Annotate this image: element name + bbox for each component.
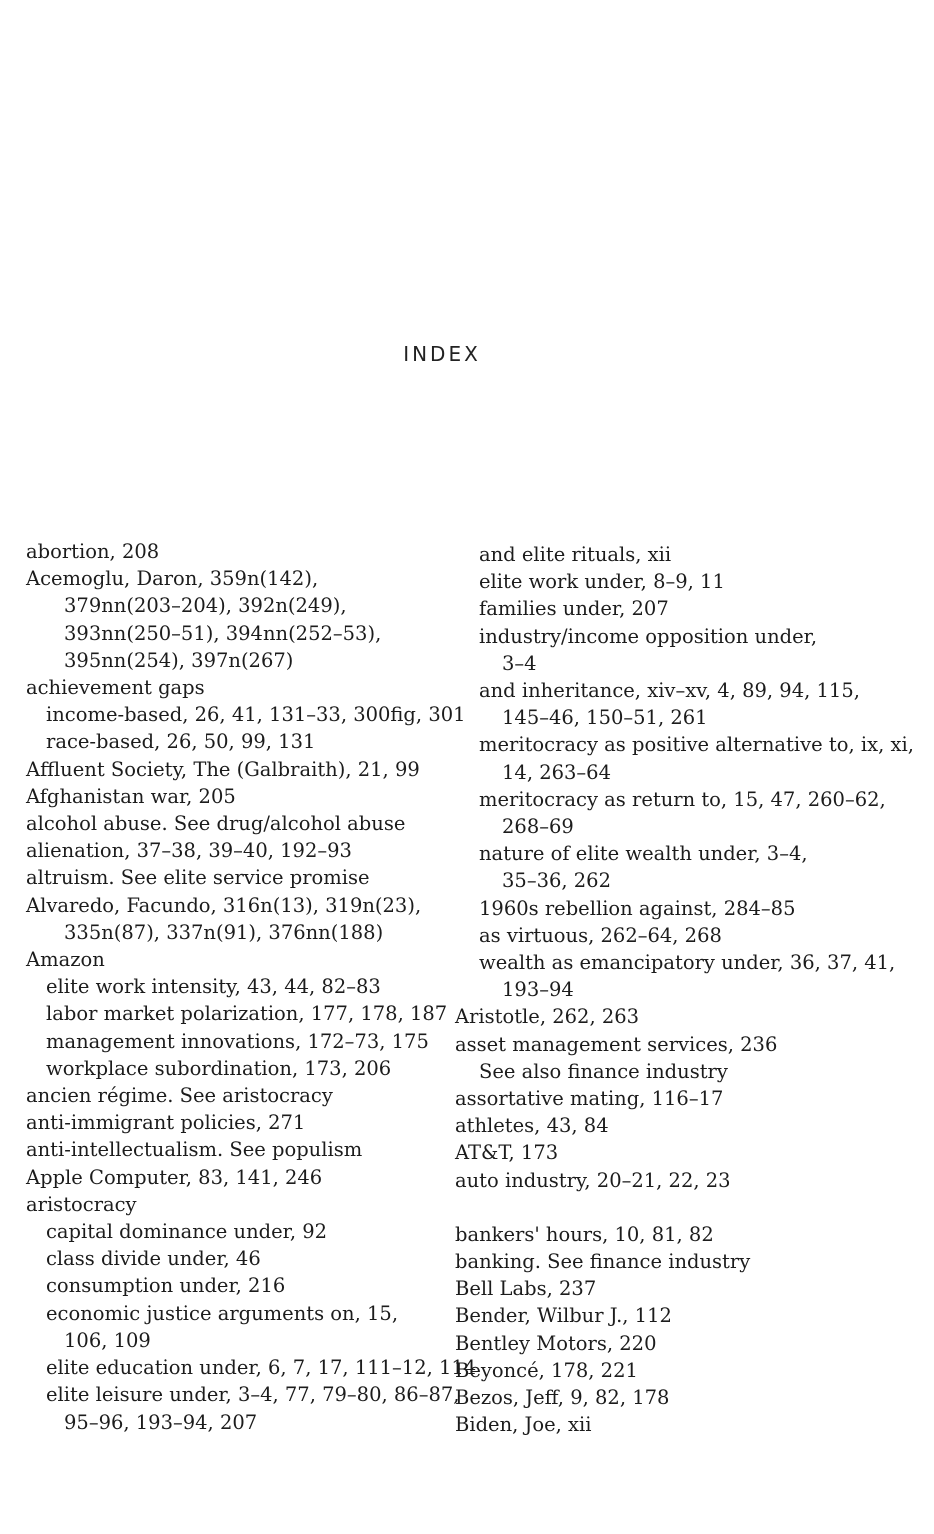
index-subentry-continuation: 268–69 [502, 815, 574, 839]
index-entry: abortion, 208 [26, 540, 160, 563]
index-entry: Aristotle, 262, 263 [455, 1005, 640, 1029]
index-subentry: labor market polarization, 177, 178, 187 [46, 1002, 448, 1026]
index-cross-reference: See also finance industry [479, 1059, 728, 1083]
index-subentry: consumption under, 216 [46, 1274, 286, 1298]
index-subentry: and elite rituals, xii [479, 543, 672, 566]
index-entry: aristocracy [26, 1192, 137, 1216]
index-column-left [26, 538, 477, 1436]
index-entry: Biden, Joe, xii [455, 1413, 592, 1437]
index-subentry: class divide under, 46 [46, 1247, 261, 1271]
index-subentry: industry/income opposition under, [479, 624, 818, 648]
index-entry: Affluent Society, The (Galbraith), 21, 99 [26, 757, 420, 781]
index-entry-continuation: 335n(87), 337n(91), 376nn(188) [64, 920, 384, 944]
index-entry-continuation: 379nn(203–204), 392n(249), [64, 594, 347, 618]
index-subentry-continuation: 3–4 [502, 651, 537, 675]
index-subentry: meritocracy as positive alternative to, ix, xi, [479, 733, 914, 757]
index-subentry-continuation: 95–96, 193–94, 207 [64, 1410, 258, 1434]
index-entry: Alvaredo, Facundo, 316n(13), 319n(23), [26, 893, 422, 917]
index-entry: banking. See finance industry [455, 1250, 751, 1274]
index-subentry-continuation: 145–46, 150–51, 261 [502, 706, 708, 730]
index-entry: altruism. See elite service promise [26, 866, 370, 890]
index-subentry-continuation: 106, 109 [64, 1328, 151, 1352]
index-subentry: management innovations, 172–73, 175 [46, 1029, 429, 1053]
index-column-right [455, 541, 914, 1439]
index-subentry: meritocracy as return to, 15, 47, 260–62, [479, 787, 886, 811]
index-subentry: families under, 207 [479, 597, 669, 621]
index-entry: AT&T, 173 [455, 1141, 559, 1165]
index-subentry: elite work under, 8–9, 11 [479, 570, 725, 594]
index-entry: Bentley Motors, 220 [455, 1331, 657, 1355]
index-entry: bankers' hours, 10, 81, 82 [455, 1222, 714, 1246]
index-subentry: elite education under, 6, 7, 17, 111–12, 114 [46, 1356, 477, 1380]
index-entry: asset management services, 236 [455, 1032, 778, 1056]
index-entry: achievement gaps [26, 676, 205, 700]
index-subentry: 1960s rebellion against, 284–85 [479, 896, 796, 920]
index-entry: Bezos, Jeff, 9, 82, 178 [455, 1386, 670, 1410]
index-subentry: elite leisure under, 3–4, 77, 79–80, 86–87, [46, 1383, 460, 1407]
index-entry: Bell Labs, 237 [455, 1277, 597, 1301]
index-subentry: workplace subordination, 173, 206 [46, 1056, 392, 1080]
index-subentry: race-based, 26, 50, 99, 131 [46, 730, 316, 754]
index-subentry: capital dominance under, 92 [46, 1220, 328, 1244]
index-entry: Bender, Wilbur J., 112 [455, 1304, 672, 1328]
index-entry-continuation: 393nn(250–51), 394nn(252–53), [64, 621, 382, 645]
index-entry: ancien régime. See aristocracy [26, 1084, 333, 1108]
index-entry: assortative mating, 116–17 [455, 1087, 724, 1111]
index-entry: alcohol abuse. See drug/alcohol abuse [26, 812, 406, 836]
index-subentry: and inheritance, xiv–xv, 4, 89, 94, 115, [479, 679, 860, 703]
index-subentry: elite work intensity, 43, 44, 82–83 [46, 975, 381, 999]
index-entry: Amazon [26, 948, 105, 972]
index-entry-continuation: 395nn(254), 397n(267) [64, 648, 294, 672]
index-entry: Afghanistan war, 205 [26, 784, 236, 808]
page-title: INDEX [403, 342, 481, 366]
index-entry: Acemoglu, Daron, 359n(142), [26, 567, 319, 591]
index-entry: alienation, 37–38, 39–40, 192–93 [26, 839, 352, 863]
index-entry: auto industry, 20–21, 22, 23 [455, 1168, 731, 1192]
index-subentry: income-based, 26, 41, 131–33, 300fig, 301 [46, 703, 466, 727]
index-subentry: as virtuous, 262–64, 268 [479, 923, 722, 947]
index-subentry: economic justice arguments on, 15, [46, 1301, 399, 1325]
index-entry: Apple Computer, 83, 141, 246 [26, 1165, 323, 1189]
index-subentry: wealth as emancipatory under, 36, 37, 41, [479, 951, 896, 975]
index-entry: athletes, 43, 84 [455, 1114, 609, 1138]
letter-group-gap [455, 1194, 885, 1221]
index-subentry-continuation: 35–36, 262 [502, 869, 611, 893]
index-entry: Beyoncé, 178, 221 [455, 1358, 638, 1382]
index-subentry-continuation: 193–94 [502, 978, 574, 1002]
index-entry: anti-intellectualism. See populism [26, 1138, 363, 1162]
index-subentry-continuation: 14, 263–64 [502, 760, 611, 784]
index-subentry: nature of elite wealth under, 3–4, [479, 842, 808, 866]
index-entry: anti-immigrant policies, 271 [26, 1111, 306, 1135]
